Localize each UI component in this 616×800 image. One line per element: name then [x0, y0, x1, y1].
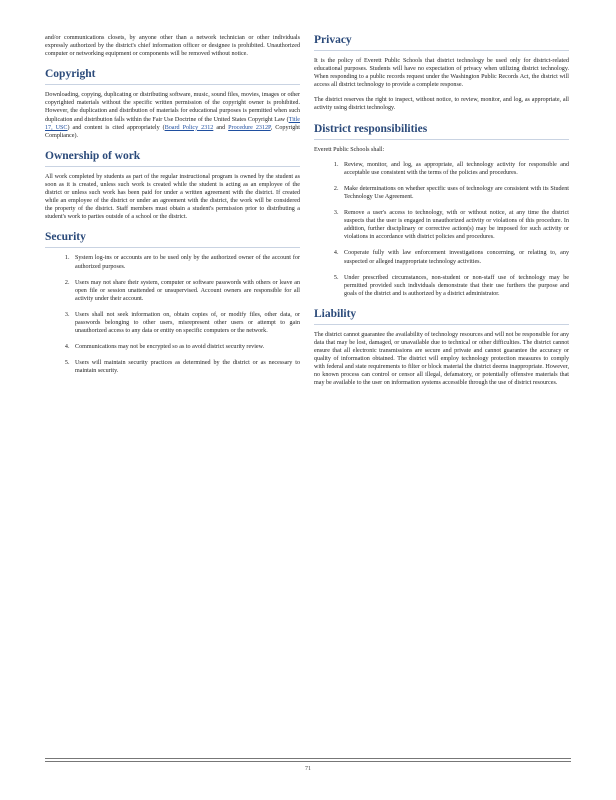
list-item: 2. Users may not share their system, computer or software passwords with others or leave an open file or session unattended or unsupervised. Account owners are responsible for all activity under their account. [71, 279, 300, 303]
board-policy-2312-link[interactable]: Board Policy 2312 [164, 124, 214, 131]
district-responsibilities-heading: District responsibilities [314, 123, 569, 140]
list-item: 3. Remove a user's access to technology, with or without notice, at any time the district suspects that the user is engaged in unauthorized activity or violations of this procedure. In addition, further disciplinary or corrective action(s) may be imposed for such activity or violations in accordance with district policies and procedures. [340, 209, 569, 241]
liability-heading: Liability [314, 308, 569, 325]
list-item: 3. Users shall not seek information on, obtain copies of, or modify files, other data, or passwords belonging to other users, misrepresent other users or attempt to gain unauthorized access to any data or entity on specific computers or the network. [71, 311, 300, 335]
ownership-heading: Ownership of work [45, 150, 300, 167]
title-17-link[interactable]: Title 17, USC [45, 116, 300, 131]
list-item: 1. System log-ins or accounts are to be used only by the authorized owner of the account for authorized purposes. [71, 254, 300, 270]
privacy-paragraph-2: The district reserves the right to inspect, without notice, to review, monitor, and log, as appropriate, all activity using district technology. [314, 97, 569, 112]
copyright-heading: Copyright [45, 68, 300, 85]
copyright-paragraph: Downloading, copying, duplicating or distributing software, music, sound files, movies, images or other copyrighted materials without the specific written permission of the copyright owner is prohibited. However, the duplication and distribution of materials for educational purposes is permitted when such duplication and distribution falls within the Fair Use Doctrine of the United States Copyright Law (Title 17, USC) and content is cited appropriately (Board Policy 2312 and Procedure 2312P, Copyright Compliance). [45, 92, 301, 139]
right-column [314, 34, 569, 395]
privacy-paragraph-1: It is the policy of Everett Public Schools that district technology be used only for district-related educational purposes. Students will have no expectation of privacy when utilizing district technology. When responding to a public records request under the Washington Public Records Act, the district will access all district technology to provide a complete response. [314, 58, 569, 89]
liability-paragraph: The district cannot guarantee the availability of technology resources and will not be responsible for any data that may be lost, damaged, or unavailable due to technical or other difficulties. The district cannot ensure that all electronic transmissions are secure and private and cannot guarantee the accuracy or quality of information obtained. The district will employ technology protection measures to comply with federal and state requirements to filter or block material the district deems inappropriate. However, no known process can control or censor all illegal, defamatory, or potentially offensive materials that may be available to the user on information systems accessible through the use of district resources. [314, 331, 569, 387]
procedure-2312p-link[interactable]: Procedure 2312P [228, 124, 271, 131]
privacy-heading: Privacy [314, 34, 569, 51]
security-heading: Security [45, 231, 300, 248]
ownership-paragraph: All work completed by students as part of the regular instructional program is owned by the student as soon as it is created, unless such work is created while the student is acting as an employee of the district or unless such work has been paid for under a written agreement with the district. If created while an employee of the district or under an agreement with the district, the work will be considered the property of the district. Staff members must obtain a student's permission prior to distributing a student's work to parties outside of a school or the district. [45, 173, 300, 221]
list-item: 4. Communications may not be encrypted so as to avoid district security review. [71, 343, 300, 351]
security-list [45, 254, 300, 375]
responsibilities-list [314, 161, 569, 298]
list-item: 5. Under prescribed circumstances, non-student or non-staff use of technology may be permitted provided such individuals demonstrate that their use furthers the purpose and goals of the district and is authorized by a district administrator. [340, 274, 569, 298]
intro-paragraph: and/or communications closets, by anyone other than a network technician or other individuals expressly authorized by the district's chief information officer or designee is prohibited. Unauthorized computer or networking equipment or components will be removed without notice. [45, 35, 300, 58]
footer-rule [45, 758, 571, 759]
responsibilities-intro: Everett Public Schools shall: [314, 146, 385, 153]
list-item: 5. Users will maintain security practices as determined by the district or as necessary to maintain security. [71, 359, 300, 375]
list-item: 1. Review, monitor, and log, as appropriate, all technology activity for responsible and acceptable use consistent with the terms of the policies and procedures. [340, 161, 569, 177]
page-number: 71 [305, 766, 311, 772]
left-column [45, 34, 300, 383]
list-item: 2. Make determinations on whether specific uses of technology are consistent with its Student Technology Use Agreement. [340, 185, 569, 201]
list-item: 4. Cooperate fully with law enforcement investigations concerning, or relating to, any suspected or alleged inappropriate technology activities. [340, 249, 569, 265]
footer-rule [45, 761, 571, 762]
